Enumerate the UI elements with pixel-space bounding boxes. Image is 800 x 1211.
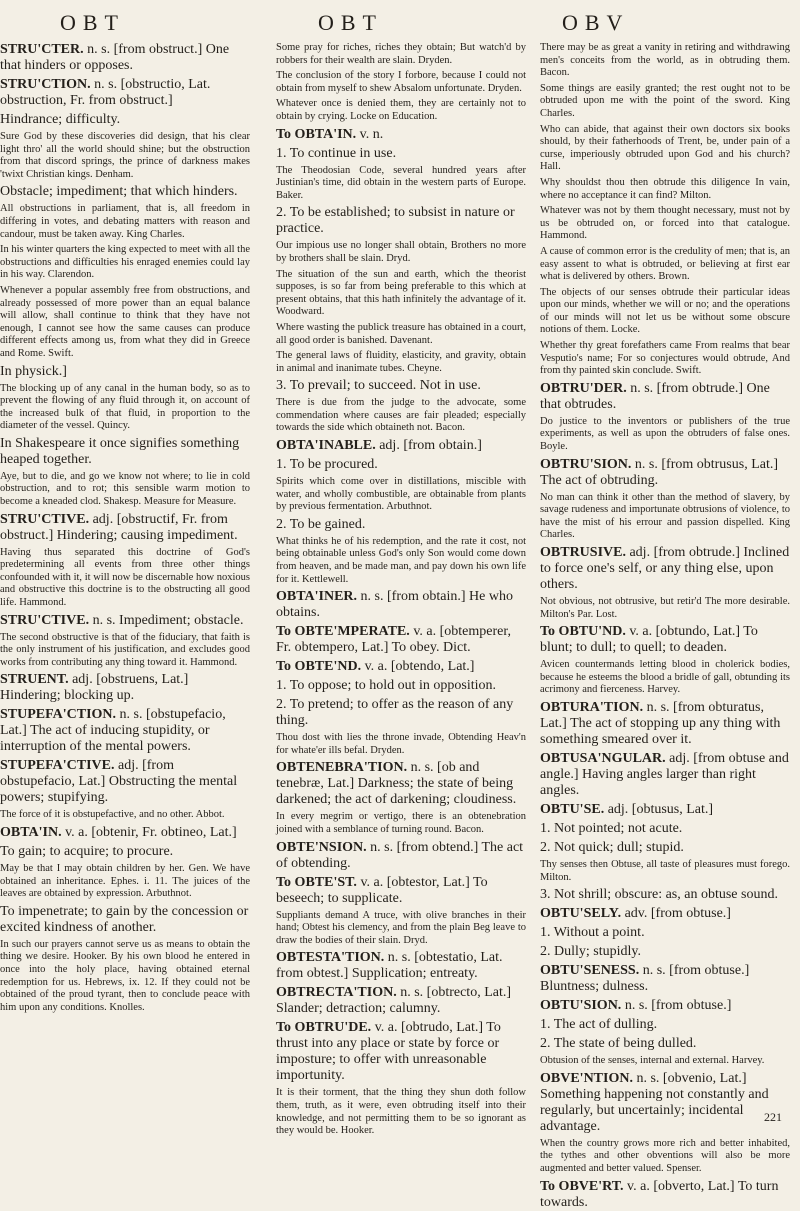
entry-quotation: In every megrim or vertigo, there is an obtenebration joined with a semblance of turning round. Bacon. bbox=[276, 811, 526, 835]
dictionary-entry bbox=[276, 1020, 526, 1084]
entry-quotation: There may be as great a vanity in retiring and withdrawing men's conceits from the world, as in obtruding them. Bacon. bbox=[540, 42, 790, 79]
entry-quotation: Who can abide, that against their own doctors six books should, by their fatherhoods of Trent, be, under pain of a curse, imperiously obtruded upon God and his church? Hall. bbox=[540, 123, 790, 173]
entry-headword: OBTA'INER. bbox=[276, 589, 358, 605]
dictionary-entry bbox=[276, 875, 526, 907]
entry-definition: adj. [obtusus, Lat.] bbox=[607, 801, 714, 817]
entry-headword: OBTRU'SION. bbox=[540, 456, 632, 472]
dictionary-entry bbox=[276, 589, 526, 621]
entry-headword: To OBTRU'DE. bbox=[276, 1020, 372, 1036]
entry-definition: adj. [from obtain.] bbox=[379, 438, 482, 454]
entry-definition: adj. [from obtuse and angle.] Having angles larger than right angles. bbox=[540, 750, 789, 798]
entry-quotation: Our impious use no longer shall obtain, Brothers no more by brothers shall be slain. Dryd. bbox=[276, 240, 526, 264]
entry-definition: n. s. [from obtend.] The act of obtending. bbox=[276, 839, 524, 871]
entry-definition: v. a. [obverto, Lat.] To turn towards. bbox=[540, 1178, 779, 1210]
entry-definition: n. s. [obvenio, Lat.] Something happening not constantly and regularly, but uncertainly; incidental advantage. bbox=[540, 1070, 769, 1134]
entry-definition: n. s. [obtestatio, Lat. from obtest.] Supplication; entreaty. bbox=[276, 950, 503, 982]
entry-headword: OBTUSA'NGULAR. bbox=[540, 750, 666, 766]
entry-quotation: In his winter quarters the king expected to meet with all the obstructions and difficulties his enraged enemies could lay in his way. Clarendon. bbox=[0, 244, 250, 281]
entry-headword: OBTESTA'TION. bbox=[276, 950, 385, 966]
dictionary-entry bbox=[540, 381, 790, 413]
dictionary-entry bbox=[540, 906, 790, 922]
entry-headword: To OBTA'IN. bbox=[276, 126, 357, 142]
entry-quotation: The Theodosian Code, several hundred years after Justinian's time, did obtain in the western parts of Europe. Baker. bbox=[276, 164, 526, 201]
entry-quotation: The situation of the sun and earth, which the theorist supposes, is so far from being preferable to this which at present obtains, that this hath infinitely the advantage of it. Woodward. bbox=[276, 268, 526, 318]
entry-quotation: The second obstructive is that of the fiduciary, that faith is the only instrument of his justification, and excludes good works from contributing any thing toward it. Hammond. bbox=[0, 631, 250, 668]
dictionary-entry bbox=[540, 963, 790, 995]
dictionary-entry bbox=[276, 985, 526, 1017]
entry-quotation: All obstructions in parliament, that is, all freedom in differing in votes, and debating matters with reason and candour, must be taken away. King Charles. bbox=[0, 203, 250, 240]
entry-definition: v. a. [obtenir, Fr. obtineo, Lat.] bbox=[65, 825, 237, 840]
dictionary-entry bbox=[540, 1179, 790, 1211]
entry-definition: adv. [from obtuse.] bbox=[624, 906, 731, 922]
entry-quotation: A cause of common error is the credulity of men; that is, an easy assent to what is obtruded, or believing at first ear what is delivered by others. Brown. bbox=[540, 245, 790, 283]
dictionary-entry bbox=[0, 613, 250, 629]
entry-headword: OBTA'IN. bbox=[0, 825, 62, 840]
dictionary-entry bbox=[276, 760, 526, 808]
entry-definition: v. a. [obtrudo, Lat.] To thrust into any place or state by force or imposture; to offer with unreasonable importunity. bbox=[276, 1020, 501, 1084]
entry-headword: To OBTE'ND. bbox=[276, 659, 362, 675]
entry-sense: 1. The act of dulling. bbox=[540, 1017, 658, 1033]
dictionary-entry bbox=[540, 1071, 790, 1135]
entry-sense: In Shakespeare it once signifies something heaped together. bbox=[0, 435, 240, 467]
entry-headword: OBTENEBRA'TION. bbox=[276, 760, 408, 776]
entry-quotation: Whatever once is denied them, they are certainly not to obtain by crying. Locke on Education. bbox=[276, 98, 526, 122]
entry-headword: OBTU'SELY. bbox=[540, 906, 622, 922]
entry-definition: adj. [from obstupefacio, Lat.] Obstructing the mental powers; stupifying. bbox=[0, 758, 238, 806]
running-head-middle: OBT bbox=[318, 10, 383, 35]
entry-quotation: The objects of our senses obtrude their particular ideas upon our minds, whether we will or no; and the operations of our minds will not let us be without some obscure notions of them. Locke. bbox=[540, 286, 790, 336]
dictionary-entry bbox=[276, 659, 526, 675]
entry-definition: n. s. Impediment; obstacle. bbox=[92, 612, 244, 628]
dictionary-entry bbox=[0, 758, 250, 806]
entry-headword: STRU'CTIVE. bbox=[0, 511, 90, 527]
entry-definition: n. s. [from obtuse.] Bluntness; dulness. bbox=[540, 963, 750, 995]
page-number: 221 bbox=[764, 1110, 782, 1124]
entry-definition: n. s. [from obtrude.] One that obtrudes. bbox=[540, 380, 770, 412]
entry-headword: To OBTE'MPERATE. bbox=[276, 624, 410, 640]
entry-sense: Obstacle; impediment; that which hinders. bbox=[0, 184, 238, 200]
dictionary-entry bbox=[540, 998, 790, 1014]
entry-headword: To OBVE'RT. bbox=[540, 1178, 624, 1194]
entry-quotation: Where wasting the publick treasure has obtained in a court, all good order is banished. Davenant. bbox=[276, 321, 526, 346]
entry-definition: v. a. [obtundo, Lat.] To blunt; to dull; to quell; to deaden. bbox=[540, 624, 758, 656]
entry-definition: n. s. [from obtuse.] bbox=[624, 998, 732, 1014]
entry-headword: STRU'CTER. bbox=[0, 42, 84, 57]
entry-quotation: What thinks he of his redemption, and the rate it cost, not being obtainable unless God's only Son would come down from heaven, and be made man, and pay down his own life for it. Kettlewell. bbox=[276, 535, 526, 585]
dictionary-entry bbox=[540, 700, 790, 748]
entry-headword: OBTU'SION. bbox=[540, 998, 622, 1014]
entry-headword: OBTU'SENESS. bbox=[540, 963, 640, 979]
entry-quotation: May be that I may obtain children by her. Gen. We have obtained an inheritance. Ephes. i. 11. The juices of the leaves are obtained by expression. Arbuthnot. bbox=[0, 863, 250, 900]
running-head-right: OBV bbox=[562, 10, 630, 35]
entry-headword: STRU'CTION. bbox=[0, 77, 91, 92]
entry-definition: v. a. [obtendo, Lat.] bbox=[364, 659, 475, 675]
dictionary-entry bbox=[540, 545, 790, 593]
entry-quotation: No man can think it other than the method of slavery, by savage rudeness and importunate obtrusions of violence, to have the mist of his errour and passion dispelled. King Charles. bbox=[540, 491, 790, 541]
entry-definition: n. s. [from obturatus, Lat.] The act of stopping up any thing with something smeared over it. bbox=[540, 699, 781, 747]
entry-quotation: It is their torment, that the thing they shun doth follow them, truth, as it were, even obtruding itself into their knowledge, and not permitting them to be so ignorant as they would be. Hooker. bbox=[276, 1087, 526, 1137]
entry-quotation: Thy senses then Obtuse, all taste of pleasures must forego. Milton. bbox=[540, 858, 790, 883]
entry-sense: Hindrance; difficulty. bbox=[0, 112, 121, 127]
running-head bbox=[0, 10, 800, 40]
entry-sense: To gain; to acquire; to procure. bbox=[0, 844, 174, 859]
entry-headword: To OBTU'ND. bbox=[540, 624, 626, 640]
dictionary-entry bbox=[0, 42, 250, 74]
entry-definition: v. a. [obtemperer, Fr. obtempero, Lat.] To obey. Dict. bbox=[276, 624, 511, 656]
entry-quotation: Whether thy great forefathers came From realms that bear Vesputio's name; For so conjectures would obtrude, And from thy painted skin conclude. Swift. bbox=[540, 340, 790, 377]
entry-quotation: The blocking up of any canal in the human body, so as to prevent the flowing of any fluid through it, on account of the increased bulk of that fluid, in proportion to the diameter of the vessel. Quincy. bbox=[0, 382, 250, 432]
entry-sense: In physick.] bbox=[0, 363, 67, 379]
entry-headword: To OBTE'ST. bbox=[276, 874, 357, 890]
dictionary-entry bbox=[540, 802, 790, 818]
entry-definition: v. a. [obtestor, Lat.] To beseech; to supplicate. bbox=[276, 874, 488, 906]
running-head-left: OBT bbox=[60, 10, 125, 35]
dictionary-entry bbox=[276, 127, 526, 143]
entry-sense: 2. To pretend; to offer as the reason of any thing. bbox=[276, 697, 514, 729]
entry-sense: 2. The state of being dulled. bbox=[540, 1036, 697, 1052]
entry-quotation: Do justice to the inventors or publishers of the true experiments, as well as upon the obtruders of false ones. Boyle. bbox=[540, 415, 790, 453]
dictionary-entry bbox=[540, 457, 790, 489]
entry-definition: n. s. [obtrecto, Lat.] Slander; detraction; calumny. bbox=[276, 985, 512, 1017]
entry-headword: OBTURA'TION. bbox=[540, 699, 644, 715]
entry-quotation: When the country grows more rich and better inhabited, the tythes and other obventions will also be more augmented and better valued. Spenser. bbox=[540, 1137, 790, 1174]
entry-sense: 3. To prevail; to succeed. Not in use. bbox=[276, 378, 481, 394]
entry-definition: n. s. [obstupefacio, Lat.] The act of inducing stupidity, or interruption of the mental powers. bbox=[0, 707, 226, 755]
entry-sense: 1. Not pointed; not acute. bbox=[540, 820, 683, 836]
entry-quotation: Not obvious, not obtrusive, but retir'd The more desirable. Milton's Par. Lost. bbox=[540, 596, 790, 620]
entry-quotation: Whatever was not by them thought necessary, must not by us be obtruded on, or forced into that catalogue. Hammond. bbox=[540, 205, 790, 242]
entry-definition: n. s. [from obtrusus, Lat.] The act of obtruding. bbox=[540, 456, 779, 488]
dictionary-entry bbox=[276, 840, 526, 872]
dictionary-entry bbox=[276, 624, 526, 656]
entry-headword: STUPEFA'CTION. bbox=[0, 707, 117, 723]
entry-quotation: In such our prayers cannot serve us as means to obtain the thing we desire. Hooker. By his own blood he entered in once into the holy place, having obtained eternal redemption for us. Hebrews, ix. 12. If they could not be obtained of the proud tyrant, then to conclude peace with him upon any conditions. Knolles. bbox=[0, 938, 250, 1013]
column-left bbox=[0, 42, 250, 1112]
entry-definition: adj. [obstructif, Fr. from obstruct.] Hindering; causing impediment. bbox=[0, 511, 238, 543]
entry-quotation: There is due from the judge to the advocate, some commendation where causes are fair pleaded; especially towards the side which obtaineth not. Bacon. bbox=[276, 397, 526, 434]
entry-sense: 1. To be procured. bbox=[276, 457, 378, 473]
entry-quotation: Spirits which come over in distillations, miscible with water, and wholly combustible, are obtainable from plants by previous fermentation. Arbuthnot. bbox=[276, 476, 526, 513]
dictionary-entry bbox=[276, 438, 526, 454]
entry-sense: 3. Not shrill; obscure: as, an obtuse sound. bbox=[540, 887, 778, 903]
entry-quotation: Sure God by these discoveries did design, that his clear light thro' all the world should shine; but the obstruction from that discord springs, the prince of darkness makes 'twixt Christian kings. Denham. bbox=[0, 131, 250, 180]
entry-quotation: Whenever a popular assembly free from obstructions, and already possessed of more power than an equal balance will allow, shall continue to think that they have not enough, I cannot see how the same causes can produce different effects among us, from what they did in Greece and Rome. Swift. bbox=[0, 284, 250, 359]
entry-quotation: Obtusion of the senses, internal and external. Harvey. bbox=[540, 1055, 765, 1067]
entry-sense: 2. To be established; to subsist in nature or practice. bbox=[276, 205, 515, 237]
entry-sense: 1. To continue in use. bbox=[276, 145, 397, 161]
entry-definition: adj. [obstruens, Lat.] Hindering; blocking up. bbox=[0, 672, 189, 704]
entry-quotation: Why shouldst thou then obtrude this diligence In vain, where no acceptance it can find? Milton. bbox=[540, 176, 790, 201]
entry-sense: To impenetrate; to gain by the concession or excited kindness of another. bbox=[0, 903, 249, 935]
dictionary-entry bbox=[540, 624, 790, 656]
dictionary-entry bbox=[0, 707, 250, 755]
entry-quotation: The general laws of fluidity, elasticity, and gravity, obtain in animal and inanimate tubes. Cheyne. bbox=[276, 350, 526, 374]
entry-definition: n. s. [obstructio, Lat. obstruction, Fr. from obstruct.] bbox=[0, 77, 211, 108]
entry-headword: STRUENT. bbox=[0, 672, 69, 688]
entry-headword: OBTE'NSION. bbox=[276, 839, 367, 855]
entry-headword: OBTA'INABLE. bbox=[276, 438, 376, 454]
entry-headword: OBTRUSIVE. bbox=[540, 545, 626, 560]
entry-headword: STUPEFA'CTIVE. bbox=[0, 758, 115, 774]
dictionary-entry bbox=[0, 825, 250, 841]
entry-definition: n. s. [from obstruct.] One that hinders or opposes. bbox=[0, 42, 230, 73]
entry-headword: OBTRU'DER. bbox=[540, 380, 627, 396]
entry-sense: 1. To oppose; to hold out in opposition. bbox=[276, 678, 497, 694]
dictionary-entry bbox=[0, 77, 250, 109]
entry-quotation: Aye, but to die, and go we know not where; to lie in cold obstruction, and to rot; this sensible warm motion to become a kneaded clod. Shakesp. Measure for Measure. bbox=[0, 470, 250, 508]
entry-sense: 2. Not quick; dull; stupid. bbox=[540, 839, 684, 855]
entry-definition: n. s. [from obtain.] He who obtains. bbox=[276, 589, 513, 621]
entry-quotation: Some things are easily granted; the rest ought not to be obtruded upon me with the point of the sword. King Charles. bbox=[540, 82, 790, 119]
entry-definition: adj. [from obtrude.] Inclined to force one's self, or any thing else, upon others. bbox=[540, 545, 790, 592]
entry-quotation: Suppliants demand A truce, with olive branches in their hand; Obtest his clemency, and from the plain Beg leave to draw the bodies of their slain. Dryd. bbox=[276, 909, 526, 946]
entry-quotation: Some pray for riches, riches they obtain; But watch'd by robbers for their wealth are slain. Dryden. bbox=[276, 42, 526, 66]
entry-headword: OBVE'NTION. bbox=[540, 1070, 633, 1086]
entry-quotation: The conclusion of the story I forbore, because I could not obtain from myself to shew Absalom unfortunate. Dryden. bbox=[276, 70, 526, 94]
entry-quotation: Having thus separated this doctrine of God's predetermining all events from three other things confounded with it, it will now be discernable how noxious and obstructive this doctrine is to the obstructing all good life. Hammond. bbox=[0, 546, 250, 609]
entry-definition: v. n. bbox=[359, 126, 384, 142]
entry-headword: OBTRECTA'TION. bbox=[276, 985, 397, 1001]
entry-quotation: The force of it is obstupefactive, and no other. Abbot. bbox=[0, 809, 225, 821]
dictionary-entry bbox=[276, 950, 526, 982]
column-middle bbox=[276, 42, 526, 1137]
entry-headword: STRU'CTIVE. bbox=[0, 612, 90, 628]
entry-definition: n. s. [ob and tenebræ, Lat.] Darkness; the state of being darkened; the act of darkening; cloudiness. bbox=[276, 760, 517, 808]
dictionary-entry bbox=[540, 751, 790, 799]
entry-quotation: Thou dost with lies the throne invade, Obtending Heav'n for whate'er ills befal. Dryden. bbox=[276, 732, 526, 756]
dictionary-entry bbox=[0, 672, 250, 704]
entry-quotation: Avicen countermands letting blood in cholerick bodies, because he esteems the blood a bridle of gall, obtunding its acrimony and fierceness. Harvey. bbox=[540, 659, 790, 696]
entry-sense: 2. Dully; stupidly. bbox=[540, 944, 641, 960]
dictionary-entry bbox=[0, 512, 250, 544]
entry-sense: 1. Without a point. bbox=[540, 925, 645, 941]
entry-headword: OBTU'SE. bbox=[540, 801, 605, 817]
entry-sense: 2. To be gained. bbox=[276, 516, 366, 532]
